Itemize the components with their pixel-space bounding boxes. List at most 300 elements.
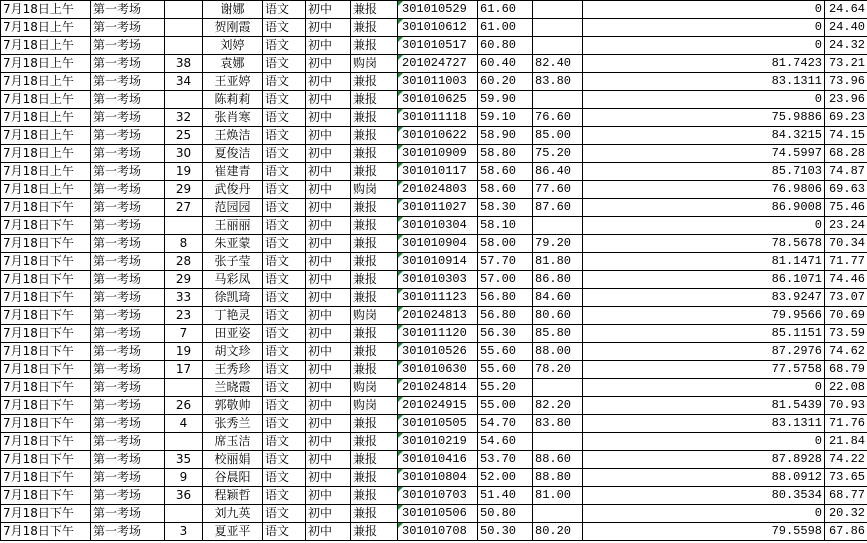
written-score-cell[interactable]: 59.10: [478, 109, 533, 127]
interview-score-cell[interactable]: 81.00: [533, 487, 583, 505]
interview-score-cell[interactable]: 82.40: [533, 55, 583, 73]
room-cell[interactable]: 第一考场: [91, 217, 165, 235]
written-score-cell[interactable]: 50.30: [478, 523, 533, 541]
level-cell[interactable]: 初中: [306, 55, 351, 73]
total-score-cell[interactable]: 24.32: [825, 37, 867, 55]
written-score-cell[interactable]: 57.70: [478, 253, 533, 271]
time-cell[interactable]: 7月18日上午: [1, 163, 91, 181]
written-score-cell[interactable]: 55.20: [478, 379, 533, 397]
seat-cell[interactable]: 26: [165, 397, 203, 415]
adjusted-score-cell[interactable]: 79.9566: [583, 307, 825, 325]
code-cell[interactable]: 201024813: [398, 307, 478, 325]
type-cell[interactable]: 兼报: [351, 343, 398, 361]
time-cell[interactable]: 7月18日上午: [1, 55, 91, 73]
subject-cell[interactable]: 语文: [263, 235, 306, 253]
type-cell[interactable]: 兼报: [351, 127, 398, 145]
interview-score-cell[interactable]: [533, 19, 583, 37]
adjusted-score-cell[interactable]: 87.8928: [583, 451, 825, 469]
type-cell[interactable]: 兼报: [351, 253, 398, 271]
total-score-cell[interactable]: 21.84: [825, 433, 867, 451]
total-score-cell[interactable]: 20.32: [825, 505, 867, 523]
total-score-cell[interactable]: 71.77: [825, 253, 867, 271]
type-cell[interactable]: 兼报: [351, 469, 398, 487]
type-cell[interactable]: 兼报: [351, 271, 398, 289]
interview-score-cell[interactable]: [533, 91, 583, 109]
name-cell[interactable]: 张子莹: [203, 253, 263, 271]
subject-cell[interactable]: 语文: [263, 433, 306, 451]
total-score-cell[interactable]: 73.96: [825, 73, 867, 91]
adjusted-score-cell[interactable]: 0: [583, 379, 825, 397]
total-score-cell[interactable]: 75.46: [825, 199, 867, 217]
seat-cell[interactable]: 7: [165, 325, 203, 343]
interview-score-cell[interactable]: 86.80: [533, 271, 583, 289]
written-score-cell[interactable]: 58.90: [478, 127, 533, 145]
seat-cell[interactable]: 8: [165, 235, 203, 253]
level-cell[interactable]: 初中: [306, 325, 351, 343]
level-cell[interactable]: 初中: [306, 91, 351, 109]
name-cell[interactable]: 夏俊洁: [203, 145, 263, 163]
seat-cell[interactable]: [165, 505, 203, 523]
code-cell[interactable]: 301010612: [398, 19, 478, 37]
level-cell[interactable]: 初中: [306, 487, 351, 505]
level-cell[interactable]: 初中: [306, 397, 351, 415]
adjusted-score-cell[interactable]: 81.7423: [583, 55, 825, 73]
room-cell[interactable]: 第一考场: [91, 181, 165, 199]
subject-cell[interactable]: 语文: [263, 55, 306, 73]
seat-cell[interactable]: 29: [165, 181, 203, 199]
subject-cell[interactable]: 语文: [263, 73, 306, 91]
interview-score-cell[interactable]: 87.60: [533, 199, 583, 217]
name-cell[interactable]: 谷晨阳: [203, 469, 263, 487]
name-cell[interactable]: 张肖寒: [203, 109, 263, 127]
name-cell[interactable]: 王秀珍: [203, 361, 263, 379]
name-cell[interactable]: 谢娜: [203, 1, 263, 19]
time-cell[interactable]: 7月18日下午: [1, 217, 91, 235]
level-cell[interactable]: 初中: [306, 109, 351, 127]
time-cell[interactable]: 7月18日上午: [1, 73, 91, 91]
subject-cell[interactable]: 语文: [263, 91, 306, 109]
written-score-cell[interactable]: 56.80: [478, 307, 533, 325]
time-cell[interactable]: 7月18日下午: [1, 469, 91, 487]
level-cell[interactable]: 初中: [306, 73, 351, 91]
seat-cell[interactable]: 30: [165, 145, 203, 163]
type-cell[interactable]: 兼报: [351, 235, 398, 253]
adjusted-score-cell[interactable]: 83.1311: [583, 415, 825, 433]
subject-cell[interactable]: 语文: [263, 289, 306, 307]
written-score-cell[interactable]: 60.80: [478, 37, 533, 55]
time-cell[interactable]: 7月18日下午: [1, 487, 91, 505]
subject-cell[interactable]: 语文: [263, 307, 306, 325]
subject-cell[interactable]: 语文: [263, 271, 306, 289]
level-cell[interactable]: 初中: [306, 415, 351, 433]
subject-cell[interactable]: 语文: [263, 199, 306, 217]
code-cell[interactable]: 201024814: [398, 379, 478, 397]
time-cell[interactable]: 7月18日下午: [1, 199, 91, 217]
time-cell[interactable]: 7月18日下午: [1, 433, 91, 451]
subject-cell[interactable]: 语文: [263, 1, 306, 19]
adjusted-score-cell[interactable]: 85.7103: [583, 163, 825, 181]
type-cell[interactable]: 兼报: [351, 73, 398, 91]
time-cell[interactable]: 7月18日下午: [1, 289, 91, 307]
written-score-cell[interactable]: 54.70: [478, 415, 533, 433]
adjusted-score-cell[interactable]: 78.5678: [583, 235, 825, 253]
room-cell[interactable]: 第一考场: [91, 91, 165, 109]
level-cell[interactable]: 初中: [306, 523, 351, 541]
room-cell[interactable]: 第一考场: [91, 145, 165, 163]
code-cell[interactable]: 301010219: [398, 433, 478, 451]
time-cell[interactable]: 7月18日上午: [1, 1, 91, 19]
time-cell[interactable]: 7月18日下午: [1, 379, 91, 397]
total-score-cell[interactable]: 22.08: [825, 379, 867, 397]
room-cell[interactable]: 第一考场: [91, 325, 165, 343]
name-cell[interactable]: 崔建青: [203, 163, 263, 181]
seat-cell[interactable]: 34: [165, 73, 203, 91]
time-cell[interactable]: 7月18日上午: [1, 181, 91, 199]
seat-cell[interactable]: 32: [165, 109, 203, 127]
seat-cell[interactable]: 4: [165, 415, 203, 433]
name-cell[interactable]: 马彩凤: [203, 271, 263, 289]
type-cell[interactable]: 兼报: [351, 199, 398, 217]
interview-score-cell[interactable]: [533, 1, 583, 19]
time-cell[interactable]: 7月18日下午: [1, 343, 91, 361]
written-score-cell[interactable]: 61.00: [478, 19, 533, 37]
name-cell[interactable]: 王焕洁: [203, 127, 263, 145]
room-cell[interactable]: 第一考场: [91, 451, 165, 469]
total-score-cell[interactable]: 73.65: [825, 469, 867, 487]
interview-score-cell[interactable]: 83.80: [533, 73, 583, 91]
seat-cell[interactable]: 19: [165, 163, 203, 181]
seat-cell[interactable]: 19: [165, 343, 203, 361]
written-score-cell[interactable]: 54.60: [478, 433, 533, 451]
time-cell[interactable]: 7月18日下午: [1, 415, 91, 433]
time-cell[interactable]: 7月18日上午: [1, 91, 91, 109]
type-cell[interactable]: 兼报: [351, 289, 398, 307]
time-cell[interactable]: 7月18日下午: [1, 523, 91, 541]
interview-score-cell[interactable]: 75.20: [533, 145, 583, 163]
time-cell[interactable]: 7月18日下午: [1, 253, 91, 271]
subject-cell[interactable]: 语文: [263, 523, 306, 541]
interview-score-cell[interactable]: [533, 217, 583, 235]
code-cell[interactable]: 301011123: [398, 289, 478, 307]
code-cell[interactable]: 201024915: [398, 397, 478, 415]
name-cell[interactable]: 程颖哲: [203, 487, 263, 505]
total-score-cell[interactable]: 67.86: [825, 523, 867, 541]
subject-cell[interactable]: 语文: [263, 145, 306, 163]
seat-cell[interactable]: 35: [165, 451, 203, 469]
code-cell[interactable]: 301010506: [398, 505, 478, 523]
level-cell[interactable]: 初中: [306, 361, 351, 379]
total-score-cell[interactable]: 68.28: [825, 145, 867, 163]
room-cell[interactable]: 第一考场: [91, 271, 165, 289]
name-cell[interactable]: 夏亚平: [203, 523, 263, 541]
level-cell[interactable]: 初中: [306, 289, 351, 307]
total-score-cell[interactable]: 73.21: [825, 55, 867, 73]
interview-score-cell[interactable]: 84.60: [533, 289, 583, 307]
seat-cell[interactable]: 36: [165, 487, 203, 505]
written-score-cell[interactable]: 60.40: [478, 55, 533, 73]
interview-score-cell[interactable]: 88.60: [533, 451, 583, 469]
subject-cell[interactable]: 语文: [263, 379, 306, 397]
interview-score-cell[interactable]: 80.20: [533, 523, 583, 541]
interview-score-cell[interactable]: 86.40: [533, 163, 583, 181]
name-cell[interactable]: 兰晓霞: [203, 379, 263, 397]
room-cell[interactable]: 第一考场: [91, 253, 165, 271]
level-cell[interactable]: 初中: [306, 433, 351, 451]
adjusted-score-cell[interactable]: 0: [583, 505, 825, 523]
subject-cell[interactable]: 语文: [263, 505, 306, 523]
seat-cell[interactable]: 3: [165, 523, 203, 541]
time-cell[interactable]: 7月18日下午: [1, 505, 91, 523]
room-cell[interactable]: 第一考场: [91, 37, 165, 55]
interview-score-cell[interactable]: 77.60: [533, 181, 583, 199]
adjusted-score-cell[interactable]: 87.2976: [583, 343, 825, 361]
code-cell[interactable]: 301010622: [398, 127, 478, 145]
total-score-cell[interactable]: 74.87: [825, 163, 867, 181]
total-score-cell[interactable]: 74.22: [825, 451, 867, 469]
type-cell[interactable]: 兼报: [351, 145, 398, 163]
adjusted-score-cell[interactable]: 77.5758: [583, 361, 825, 379]
code-cell[interactable]: 301010303: [398, 271, 478, 289]
time-cell[interactable]: 7月18日下午: [1, 451, 91, 469]
name-cell[interactable]: 王丽丽: [203, 217, 263, 235]
adjusted-score-cell[interactable]: 0: [583, 433, 825, 451]
code-cell[interactable]: 301011120: [398, 325, 478, 343]
written-score-cell[interactable]: 58.30: [478, 199, 533, 217]
subject-cell[interactable]: 语文: [263, 361, 306, 379]
room-cell[interactable]: 第一考场: [91, 487, 165, 505]
room-cell[interactable]: 第一考场: [91, 379, 165, 397]
interview-score-cell[interactable]: 82.20: [533, 397, 583, 415]
seat-cell[interactable]: [165, 1, 203, 19]
written-score-cell[interactable]: 53.70: [478, 451, 533, 469]
code-cell[interactable]: 301010416: [398, 451, 478, 469]
written-score-cell[interactable]: 59.90: [478, 91, 533, 109]
code-cell[interactable]: 301010304: [398, 217, 478, 235]
room-cell[interactable]: 第一考场: [91, 55, 165, 73]
type-cell[interactable]: 兼报: [351, 415, 398, 433]
time-cell[interactable]: 7月18日上午: [1, 109, 91, 127]
seat-cell[interactable]: [165, 433, 203, 451]
type-cell[interactable]: 兼报: [351, 163, 398, 181]
seat-cell[interactable]: [165, 91, 203, 109]
name-cell[interactable]: 刘婷: [203, 37, 263, 55]
room-cell[interactable]: 第一考场: [91, 19, 165, 37]
type-cell[interactable]: 兼报: [351, 325, 398, 343]
room-cell[interactable]: 第一考场: [91, 1, 165, 19]
written-score-cell[interactable]: 56.80: [478, 289, 533, 307]
adjusted-score-cell[interactable]: 74.5997: [583, 145, 825, 163]
written-score-cell[interactable]: 60.20: [478, 73, 533, 91]
name-cell[interactable]: 张秀兰: [203, 415, 263, 433]
written-score-cell[interactable]: 58.10: [478, 217, 533, 235]
room-cell[interactable]: 第一考场: [91, 469, 165, 487]
type-cell[interactable]: 兼报: [351, 217, 398, 235]
level-cell[interactable]: 初中: [306, 37, 351, 55]
seat-cell[interactable]: 27: [165, 199, 203, 217]
code-cell[interactable]: 201024727: [398, 55, 478, 73]
type-cell[interactable]: 兼报: [351, 451, 398, 469]
seat-cell[interactable]: 28: [165, 253, 203, 271]
subject-cell[interactable]: 语文: [263, 217, 306, 235]
name-cell[interactable]: 丁艳灵: [203, 307, 263, 325]
written-score-cell[interactable]: 58.80: [478, 145, 533, 163]
type-cell[interactable]: 购岗: [351, 307, 398, 325]
type-cell[interactable]: 兼报: [351, 1, 398, 19]
subject-cell[interactable]: 语文: [263, 343, 306, 361]
adjusted-score-cell[interactable]: 86.1071: [583, 271, 825, 289]
adjusted-score-cell[interactable]: 83.9247: [583, 289, 825, 307]
room-cell[interactable]: 第一考场: [91, 415, 165, 433]
written-score-cell[interactable]: 55.60: [478, 343, 533, 361]
time-cell[interactable]: 7月18日上午: [1, 37, 91, 55]
total-score-cell[interactable]: 70.69: [825, 307, 867, 325]
name-cell[interactable]: 陈莉莉: [203, 91, 263, 109]
adjusted-score-cell[interactable]: 80.3534: [583, 487, 825, 505]
interview-score-cell[interactable]: 78.20: [533, 361, 583, 379]
seat-cell[interactable]: 33: [165, 289, 203, 307]
seat-cell[interactable]: [165, 37, 203, 55]
type-cell[interactable]: 购岗: [351, 55, 398, 73]
room-cell[interactable]: 第一考场: [91, 163, 165, 181]
room-cell[interactable]: 第一考场: [91, 127, 165, 145]
type-cell[interactable]: 兼报: [351, 109, 398, 127]
written-score-cell[interactable]: 57.00: [478, 271, 533, 289]
time-cell[interactable]: 7月18日下午: [1, 307, 91, 325]
code-cell[interactable]: 301010909: [398, 145, 478, 163]
level-cell[interactable]: 初中: [306, 217, 351, 235]
interview-score-cell[interactable]: 88.80: [533, 469, 583, 487]
seat-cell[interactable]: 23: [165, 307, 203, 325]
name-cell[interactable]: 范园园: [203, 199, 263, 217]
level-cell[interactable]: 初中: [306, 379, 351, 397]
level-cell[interactable]: 初中: [306, 145, 351, 163]
room-cell[interactable]: 第一考场: [91, 433, 165, 451]
total-score-cell[interactable]: 74.15: [825, 127, 867, 145]
type-cell[interactable]: 购岗: [351, 379, 398, 397]
adjusted-score-cell[interactable]: 0: [583, 19, 825, 37]
written-score-cell[interactable]: 50.80: [478, 505, 533, 523]
level-cell[interactable]: 初中: [306, 343, 351, 361]
adjusted-score-cell[interactable]: 86.9008: [583, 199, 825, 217]
time-cell[interactable]: 7月18日下午: [1, 325, 91, 343]
total-score-cell[interactable]: 69.63: [825, 181, 867, 199]
subject-cell[interactable]: 语文: [263, 253, 306, 271]
level-cell[interactable]: 初中: [306, 19, 351, 37]
room-cell[interactable]: 第一考场: [91, 289, 165, 307]
total-score-cell[interactable]: 73.07: [825, 289, 867, 307]
room-cell[interactable]: 第一考场: [91, 505, 165, 523]
interview-score-cell[interactable]: 83.80: [533, 415, 583, 433]
name-cell[interactable]: 徐凯琦: [203, 289, 263, 307]
name-cell[interactable]: 武俊丹: [203, 181, 263, 199]
total-score-cell[interactable]: 73.59: [825, 325, 867, 343]
room-cell[interactable]: 第一考场: [91, 73, 165, 91]
level-cell[interactable]: 初中: [306, 181, 351, 199]
adjusted-score-cell[interactable]: 83.1311: [583, 73, 825, 91]
interview-score-cell[interactable]: 79.20: [533, 235, 583, 253]
code-cell[interactable]: 301011027: [398, 199, 478, 217]
subject-cell[interactable]: 语文: [263, 109, 306, 127]
type-cell[interactable]: 购岗: [351, 181, 398, 199]
code-cell[interactable]: 301011118: [398, 109, 478, 127]
written-score-cell[interactable]: 55.00: [478, 397, 533, 415]
total-score-cell[interactable]: 24.40: [825, 19, 867, 37]
code-cell[interactable]: 301010526: [398, 343, 478, 361]
interview-score-cell[interactable]: 80.60: [533, 307, 583, 325]
code-cell[interactable]: 301010804: [398, 469, 478, 487]
type-cell[interactable]: 兼报: [351, 487, 398, 505]
total-score-cell[interactable]: 69.23: [825, 109, 867, 127]
name-cell[interactable]: 田亚姿: [203, 325, 263, 343]
type-cell[interactable]: 购岗: [351, 397, 398, 415]
interview-score-cell[interactable]: 81.80: [533, 253, 583, 271]
written-score-cell[interactable]: 52.00: [478, 469, 533, 487]
name-cell[interactable]: 胡文珍: [203, 343, 263, 361]
name-cell[interactable]: 贺刚霞: [203, 19, 263, 37]
interview-score-cell[interactable]: [533, 379, 583, 397]
level-cell[interactable]: 初中: [306, 163, 351, 181]
name-cell[interactable]: 校丽娟: [203, 451, 263, 469]
subject-cell[interactable]: 语文: [263, 127, 306, 145]
code-cell[interactable]: 301010914: [398, 253, 478, 271]
level-cell[interactable]: 初中: [306, 1, 351, 19]
code-cell[interactable]: 301010117: [398, 163, 478, 181]
room-cell[interactable]: 第一考场: [91, 523, 165, 541]
seat-cell[interactable]: [165, 379, 203, 397]
type-cell[interactable]: 兼报: [351, 361, 398, 379]
level-cell[interactable]: 初中: [306, 199, 351, 217]
total-score-cell[interactable]: 74.46: [825, 271, 867, 289]
time-cell[interactable]: 7月18日下午: [1, 271, 91, 289]
total-score-cell[interactable]: 74.62: [825, 343, 867, 361]
interview-score-cell[interactable]: 76.60: [533, 109, 583, 127]
time-cell[interactable]: 7月18日下午: [1, 235, 91, 253]
level-cell[interactable]: 初中: [306, 253, 351, 271]
code-cell[interactable]: 301010703: [398, 487, 478, 505]
written-score-cell[interactable]: 56.30: [478, 325, 533, 343]
room-cell[interactable]: 第一考场: [91, 199, 165, 217]
seat-cell[interactable]: 17: [165, 361, 203, 379]
level-cell[interactable]: 初中: [306, 469, 351, 487]
total-score-cell[interactable]: 24.64: [825, 1, 867, 19]
type-cell[interactable]: 兼报: [351, 505, 398, 523]
adjusted-score-cell[interactable]: 81.1471: [583, 253, 825, 271]
code-cell[interactable]: 301010517: [398, 37, 478, 55]
level-cell[interactable]: 初中: [306, 127, 351, 145]
written-score-cell[interactable]: 58.60: [478, 181, 533, 199]
adjusted-score-cell[interactable]: 0: [583, 37, 825, 55]
interview-score-cell[interactable]: [533, 505, 583, 523]
subject-cell[interactable]: 语文: [263, 415, 306, 433]
level-cell[interactable]: 初中: [306, 505, 351, 523]
time-cell[interactable]: 7月18日下午: [1, 397, 91, 415]
interview-score-cell[interactable]: [533, 433, 583, 451]
interview-score-cell[interactable]: 85.00: [533, 127, 583, 145]
level-cell[interactable]: 初中: [306, 451, 351, 469]
adjusted-score-cell[interactable]: 84.3215: [583, 127, 825, 145]
interview-score-cell[interactable]: 88.00: [533, 343, 583, 361]
seat-cell[interactable]: 29: [165, 271, 203, 289]
room-cell[interactable]: 第一考场: [91, 361, 165, 379]
written-score-cell[interactable]: 55.60: [478, 361, 533, 379]
room-cell[interactable]: 第一考场: [91, 307, 165, 325]
subject-cell[interactable]: 语文: [263, 451, 306, 469]
total-score-cell[interactable]: 23.24: [825, 217, 867, 235]
seat-cell[interactable]: [165, 19, 203, 37]
code-cell[interactable]: 301010904: [398, 235, 478, 253]
adjusted-score-cell[interactable]: 76.9806: [583, 181, 825, 199]
name-cell[interactable]: 朱亚蒙: [203, 235, 263, 253]
